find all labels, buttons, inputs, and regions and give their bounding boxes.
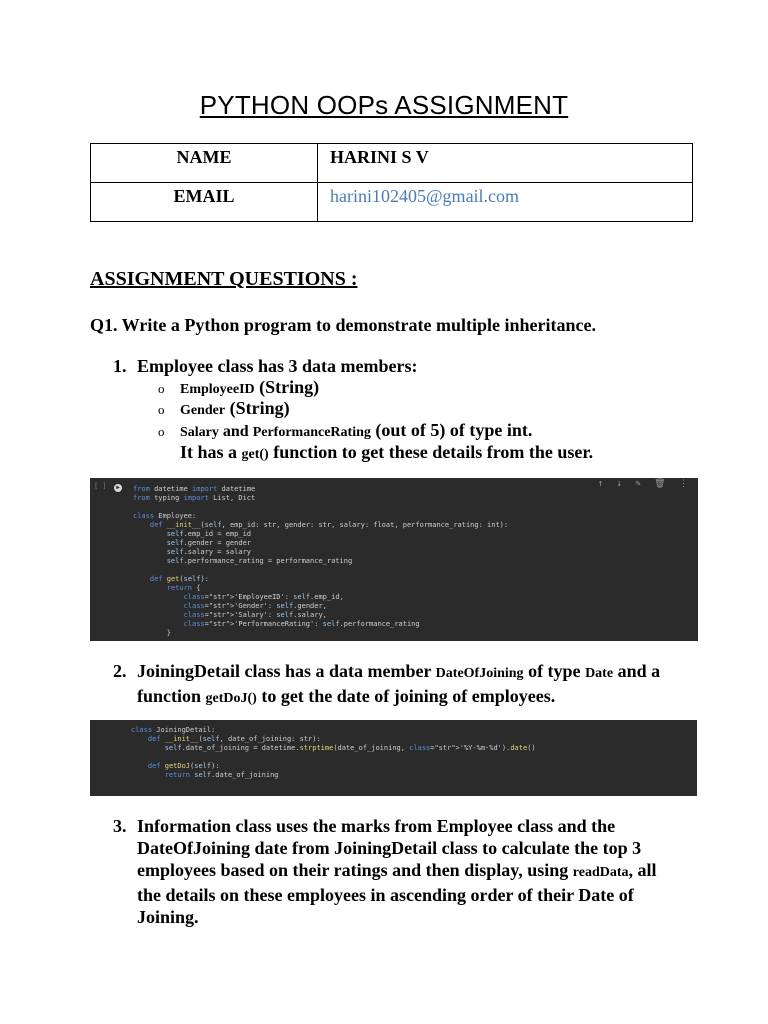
code-cell-joining-detail[interactable] xyxy=(90,720,697,796)
email-link[interactable]: harini102405@gmail.com xyxy=(318,183,693,222)
bullet-marker: o xyxy=(158,402,165,417)
email-label: EMAIL xyxy=(91,183,318,222)
bullet-gender: o Gender (String) xyxy=(158,398,290,418)
bullet-marker: o xyxy=(158,381,165,396)
code-line xyxy=(133,503,508,512)
code-line: class="str">'PerformanceRating': self.performance_rating xyxy=(183,620,420,628)
code-line: self.emp_id = emp_id xyxy=(166,530,252,538)
code-line: from datetime import datetime xyxy=(133,485,256,493)
code-line: self.salary = salary xyxy=(166,548,252,556)
code-line: def getDoJ(self): xyxy=(147,762,220,770)
list-item-1 xyxy=(113,355,417,378)
list-number: 3. xyxy=(113,816,127,836)
code-line xyxy=(133,566,508,575)
code-block xyxy=(133,485,508,638)
name-row xyxy=(91,144,693,183)
code-line: def __init__(self, emp_id: str, gender: str, salary: float, performance_rating: int): xyxy=(149,521,509,529)
code-line: return self.date_of_joining xyxy=(164,771,279,779)
code-line: class JoiningDetail: xyxy=(131,726,216,734)
student-info-table xyxy=(90,143,693,222)
code-block xyxy=(131,725,536,779)
code-line: class Employee: xyxy=(133,512,197,520)
list-number: 1. xyxy=(113,356,127,376)
code-line: def __init__(self, date_of_joining: str): xyxy=(147,735,321,743)
code-line xyxy=(131,752,536,761)
list-item-2: 2. JoiningDetail class has a data member DateOfJoining of type Date and a function getDoJ() to get the date of joining of employees. xyxy=(113,661,661,706)
code-line: class="str">'Gender': self.gender, xyxy=(183,602,327,610)
cell-gutter: [ ] xyxy=(94,482,107,490)
code-line: self.date_of_joining = datetime.strptime(date_of_joining, class="str">'%Y-%m-%d').date() xyxy=(164,744,536,752)
code-line: class="str">'Salary': self.salary, xyxy=(183,611,327,619)
bullet-marker: o xyxy=(158,424,165,439)
name-label: NAME xyxy=(91,144,318,183)
document-title: PYTHON OOPs ASSIGNMENT xyxy=(199,90,569,120)
cell-toolbar[interactable]: ↑ ↓ ✎ 🗑 ⋮ xyxy=(597,479,692,489)
code-line: self.gender = gender xyxy=(166,539,252,547)
name-value: HARINI S V xyxy=(318,144,693,183)
code-line: from typing import List, Dict xyxy=(133,494,256,502)
list-number: 2. xyxy=(113,661,127,681)
code-line: } xyxy=(133,629,171,637)
bullet-salary-rating: o Salary and PerformanceRating (out of 5) of type int. xyxy=(158,420,533,440)
section-heading: ASSIGNMENT QUESTIONS : xyxy=(90,268,358,290)
code-line: return { xyxy=(166,584,201,592)
code-line: class="str">'EmployeeID': self.emp_id, xyxy=(183,593,344,601)
list-item-3: 3. Information class uses the marks from Employee class and the DateOfJoining date from JoiningDetail class to calculate the top 3 employees based on their ratings and then display, using readData, all the details on these employees in ascending order of their Date of Joining. xyxy=(113,816,657,927)
get-function-line: It has a get() function to get these details from the user. xyxy=(180,442,594,462)
question-1: Q1. Write a Python program to demonstrate multiple inheritance. xyxy=(90,315,596,335)
code-cell-employee[interactable] xyxy=(90,478,698,641)
code-line: self.performance_rating = performance_rating xyxy=(166,557,353,565)
run-cell-icon[interactable]: ▶ xyxy=(114,484,122,492)
bullet-employee-id: o EmployeeID (String) xyxy=(158,377,320,397)
list-item-text: Employee class has 3 data members: xyxy=(137,356,418,376)
code-line: def get(self): xyxy=(149,575,209,583)
email-row xyxy=(91,183,693,222)
